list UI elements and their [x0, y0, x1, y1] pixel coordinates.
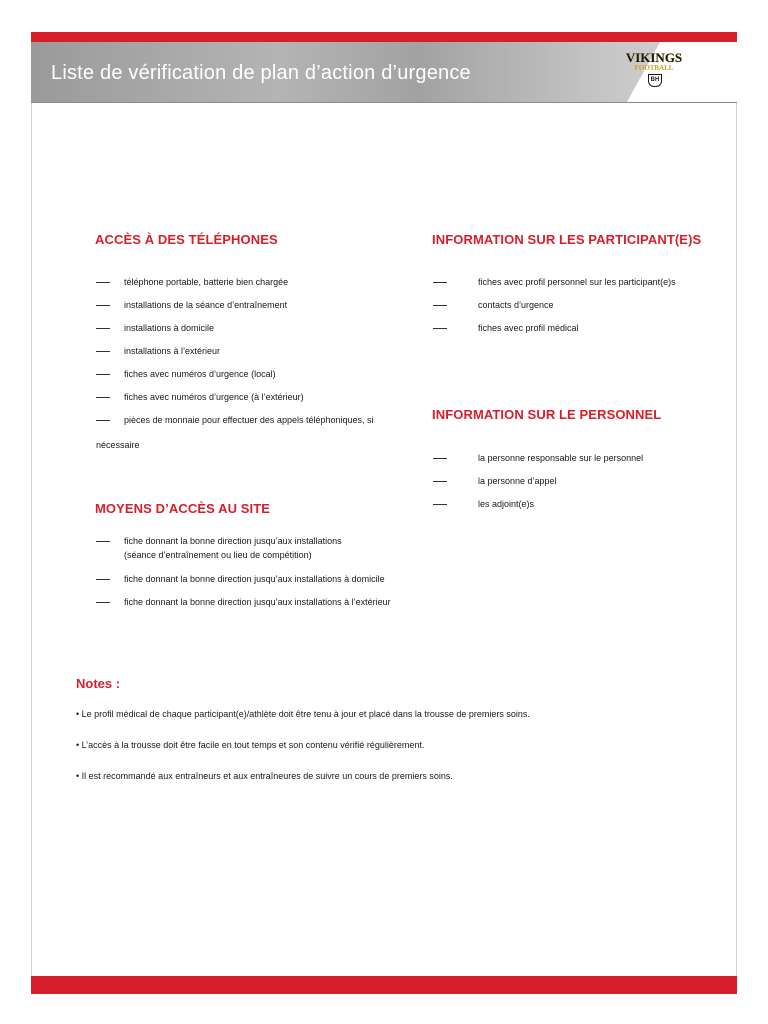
list-item: fiche donnant la bonne direction jusqu’aux installations [124, 536, 342, 546]
dash [96, 282, 110, 283]
logo-main-text: VIKINGS [625, 50, 683, 65]
heading-site-access: MOYENS D’ACCÈS AU SITE [95, 501, 271, 516]
list-item: installations à domicile [124, 323, 215, 333]
list-item-continuation: (séance d’entraînement ou lieu de compétition) [124, 550, 312, 560]
list-item: fiches avec numéros d’urgence (local) [124, 369, 276, 379]
dash [96, 397, 110, 398]
vikings-logo [622, 50, 686, 94]
dash [96, 374, 110, 375]
note-item: • Il est recommandé aux entraîneurs et aux entraîneures de suivre un cours de premiers soins. [76, 771, 453, 781]
list-item: installations à l’extérieur [124, 346, 221, 356]
heading-phones: ACCÈS À DES TÉLÉPHONES [95, 232, 278, 247]
dash [96, 602, 110, 603]
list-item: la personne d’appel [478, 476, 557, 486]
dash [96, 305, 110, 306]
dash [433, 458, 447, 459]
list-item-continuation: nécessaire [96, 440, 140, 450]
note-item: • L’accès à la trousse doit être facile en tout temps et son contenu vérifié régulièrement. [76, 740, 425, 750]
top-red-bar [31, 32, 737, 42]
notes-heading: Notes : [76, 676, 121, 691]
dash [433, 504, 447, 505]
note-item: • Le profil médical de chaque participant(e)/athlète doit être tenu à jour et placé dans la trousse de premiers soins. [76, 709, 530, 719]
list-item: fiche donnant la bonne direction jusqu’aux installations à domicile [124, 574, 385, 584]
dash [96, 420, 110, 421]
dash [96, 579, 110, 580]
list-item: fiches avec numéros d’urgence (à l’extérieur) [124, 392, 304, 402]
list-item: fiches avec profil médical [478, 323, 579, 333]
list-item: la personne responsable sur le personnel [478, 453, 644, 463]
dash [433, 328, 447, 329]
list-item: téléphone portable, batterie bien chargée [124, 277, 289, 287]
dash [96, 351, 110, 352]
dash [96, 541, 110, 542]
bottom-red-bar [31, 976, 737, 994]
list-item: contacts d’urgence [478, 300, 554, 310]
dash [433, 481, 447, 482]
logo-badge-text: BH [650, 77, 660, 83]
logo-badge [648, 74, 662, 87]
logo-sub-text: FOOTBALL [634, 64, 674, 72]
heading-participants: INFORMATION SUR LES PARTICIPANT(E)S [432, 232, 702, 247]
list-item: installations de la séance d’entraînement [124, 300, 288, 310]
dash [96, 328, 110, 329]
dash [433, 305, 447, 306]
page-title: Liste de vérification de plan d’action d’urgence [51, 62, 471, 84]
list-item: les adjoint(e)s [478, 499, 535, 509]
list-item: fiches avec profil personnel sur les participant(e)s [478, 277, 676, 287]
dash [433, 282, 447, 283]
list-item: pièces de monnaie pour effectuer des appels téléphoniques, si [124, 415, 374, 425]
heading-personnel: INFORMATION SUR LE PERSONNEL [432, 407, 662, 422]
list-item: fiche donnant la bonne direction jusqu’aux installations à l’extérieur [124, 597, 391, 607]
